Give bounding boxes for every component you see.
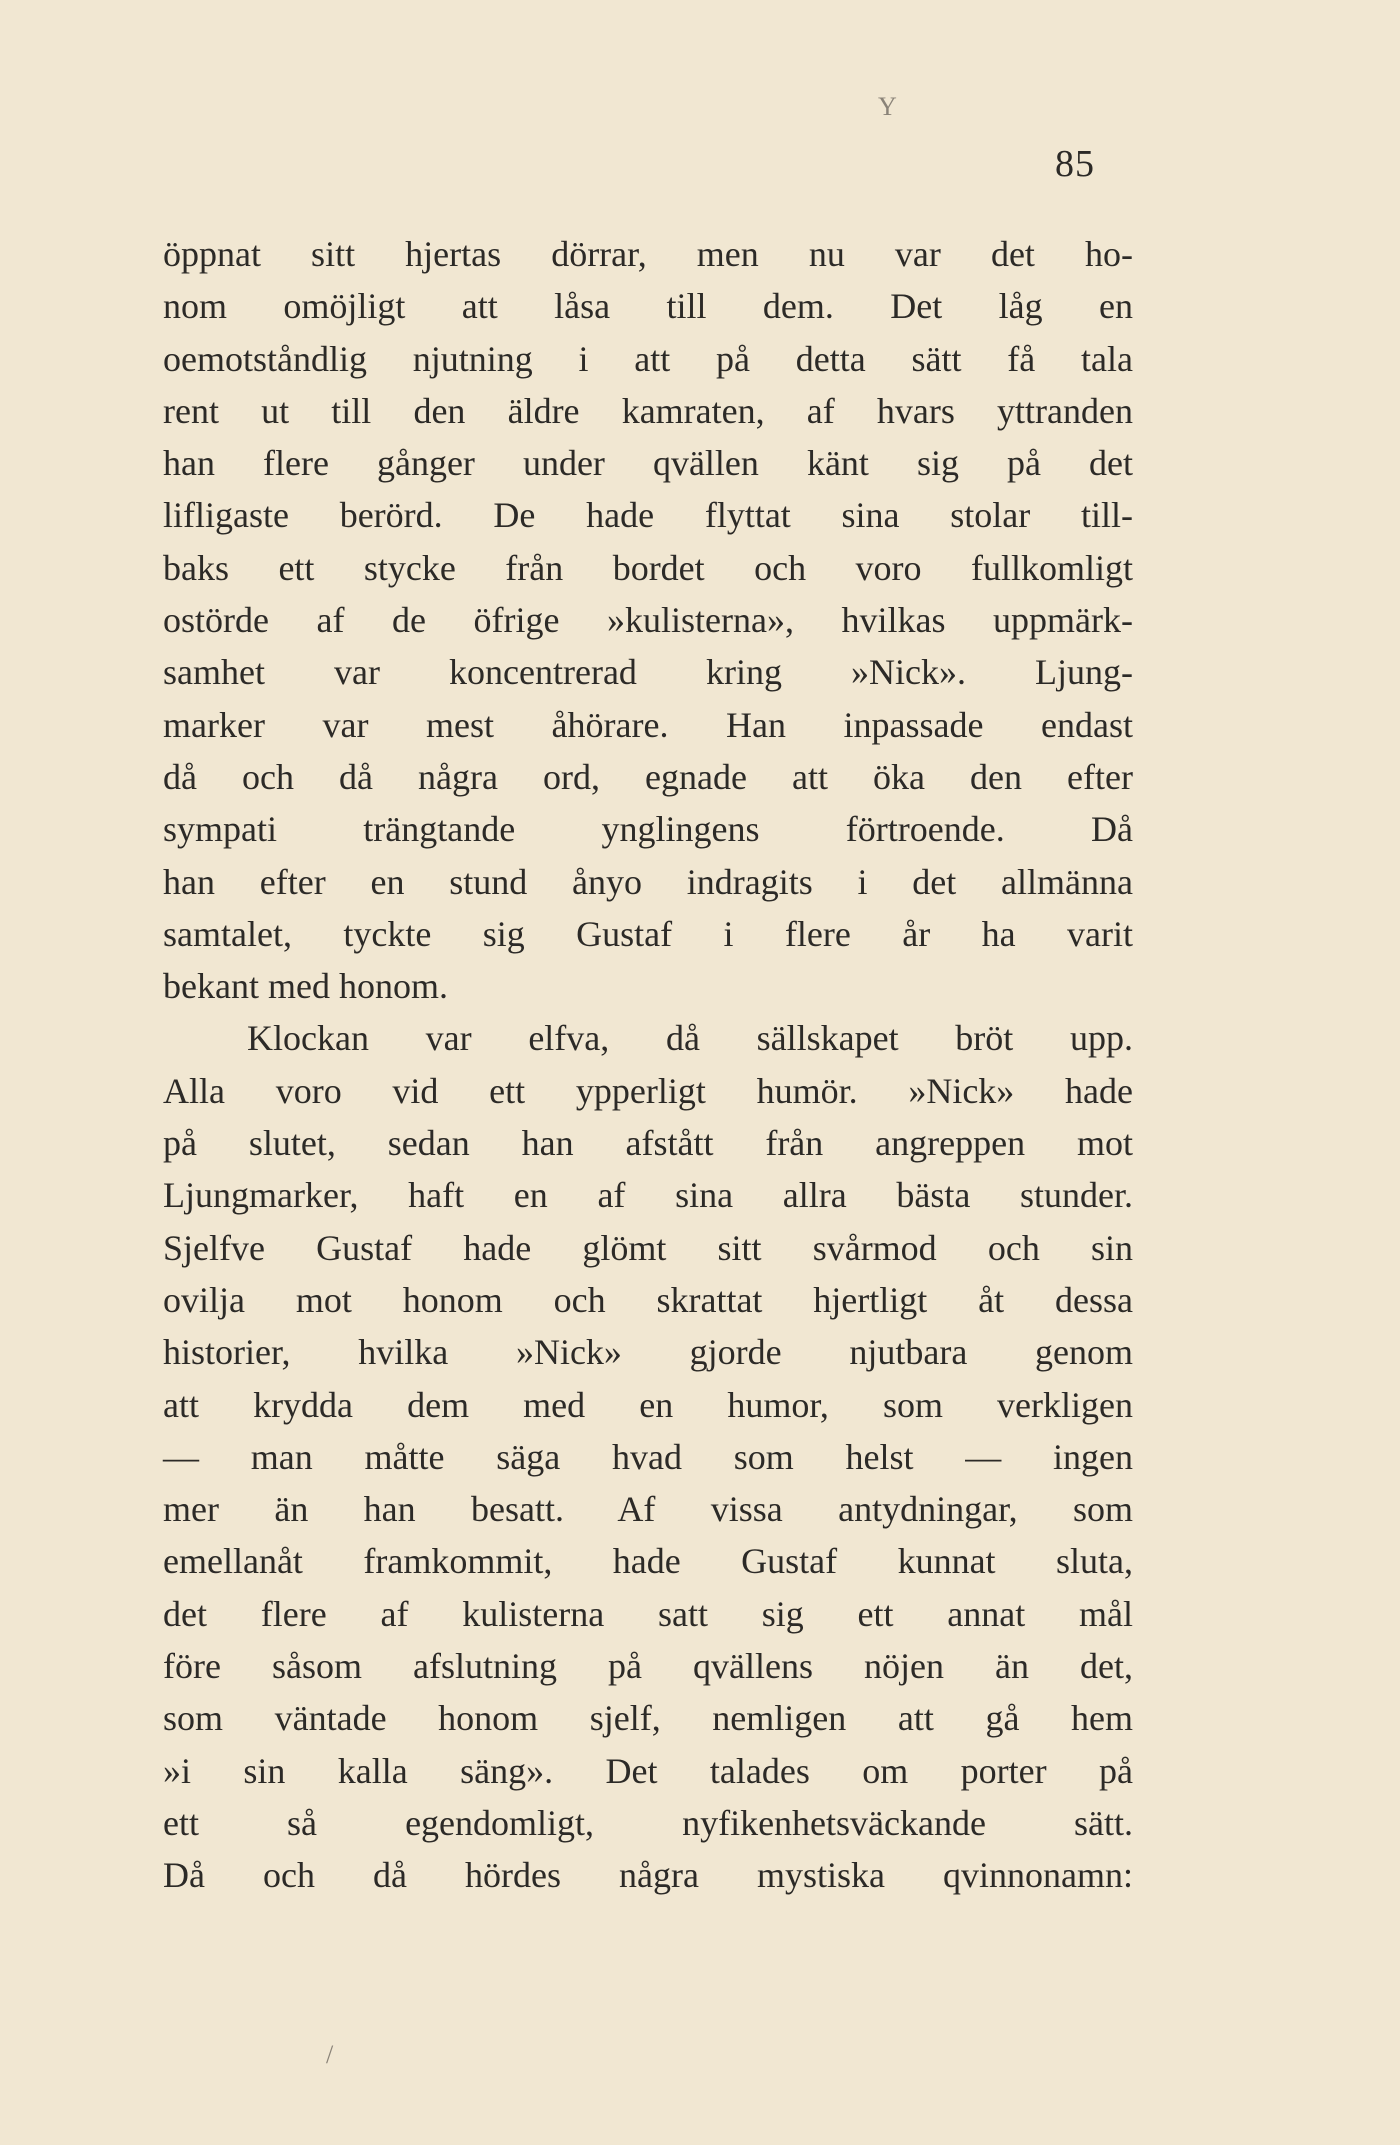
paragraph-end-line: bekant med honom. <box>163 966 448 1007</box>
text-line: nom omöjligt att låsa till dem. Det låg en <box>163 286 1133 327</box>
text-line: på slutet, sedan han afstått från angreppen mot <box>163 1123 1133 1164</box>
text-line: Alla voro vid ett ypperligt humör. »Nick» hade <box>163 1070 1133 1111</box>
text-line: — man måtte säga hvad som helst — ingen <box>163 1436 1133 1477</box>
text-line: att krydda dem med en humor, som verkligen <box>163 1384 1133 1425</box>
text-line: samtalet, tyckte sig Gustaf i flere år ha varit <box>163 913 1133 954</box>
text-line: lifligaste berörd. De hade flyttat sina stolar till- <box>163 495 1133 536</box>
stray-mark: / <box>326 2040 334 2069</box>
text-line: Då och då hördes några mystiska qvinnonamn: <box>163 1855 1133 1896</box>
text-line: sympati trängtande ynglingens förtroende. Då <box>163 809 1133 850</box>
top-mark: Y <box>878 92 897 121</box>
text-line: marker var mest åhörare. Han inpassade endast <box>163 704 1133 745</box>
body-text <box>163 228 1133 1902</box>
text-line: oemotståndlig njutning i att på detta sätt få tala <box>163 338 1133 379</box>
text-line: ett så egendomligt, nyfikenhetsväckande sätt. <box>163 1802 1133 1843</box>
text-line: Sjelfve Gustaf hade glömt sitt svårmod och sin <box>163 1227 1133 1268</box>
text-line: rent ut till den äldre kamraten, af hvars yttranden <box>163 390 1133 431</box>
text-line: det flere af kulisterna satt sig ett annat mål <box>163 1593 1133 1634</box>
paragraph-start-line: Klockan var elfva, då sällskapet bröt upp. <box>247 1018 1133 1059</box>
text-line: historier, hvilka »Nick» gjorde njutbara genom <box>163 1332 1133 1373</box>
text-line: samhet var koncentrerad kring »Nick». Ljung- <box>163 652 1133 693</box>
text-line: då och då några ord, egnade att öka den efter <box>163 756 1133 797</box>
text-line: före såsom afslutning på qvällens nöjen än det, <box>163 1646 1133 1687</box>
text-line: han flere gånger under qvällen känt sig på det <box>163 443 1133 484</box>
text-line: ovilja mot honom och skrattat hjertligt åt dessa <box>163 1279 1133 1320</box>
text-line: Ljungmarker, haft en af sina allra bästa stunder. <box>163 1175 1133 1216</box>
text-line: »i sin kalla säng». Det talades om porter på <box>163 1750 1133 1791</box>
text-line: ostörde af de öfrige »kulisterna», hvilkas uppmärk- <box>163 600 1133 641</box>
text-line: han efter en stund ånyo indragits i det allmänna <box>163 861 1133 902</box>
text-line: öppnat sitt hjertas dörrar, men nu var det ho- <box>163 234 1133 274</box>
text-line: som väntade honom sjelf, nemligen att gå hem <box>163 1698 1133 1739</box>
text-line: emellanåt framkommit, hade Gustaf kunnat sluta, <box>163 1541 1133 1582</box>
text-line: baks ett stycke från bordet och voro fullkomligt <box>163 547 1133 588</box>
page-number: 85 <box>1055 143 1095 185</box>
text-line: mer än han besatt. Af vissa antydningar, som <box>163 1489 1133 1530</box>
